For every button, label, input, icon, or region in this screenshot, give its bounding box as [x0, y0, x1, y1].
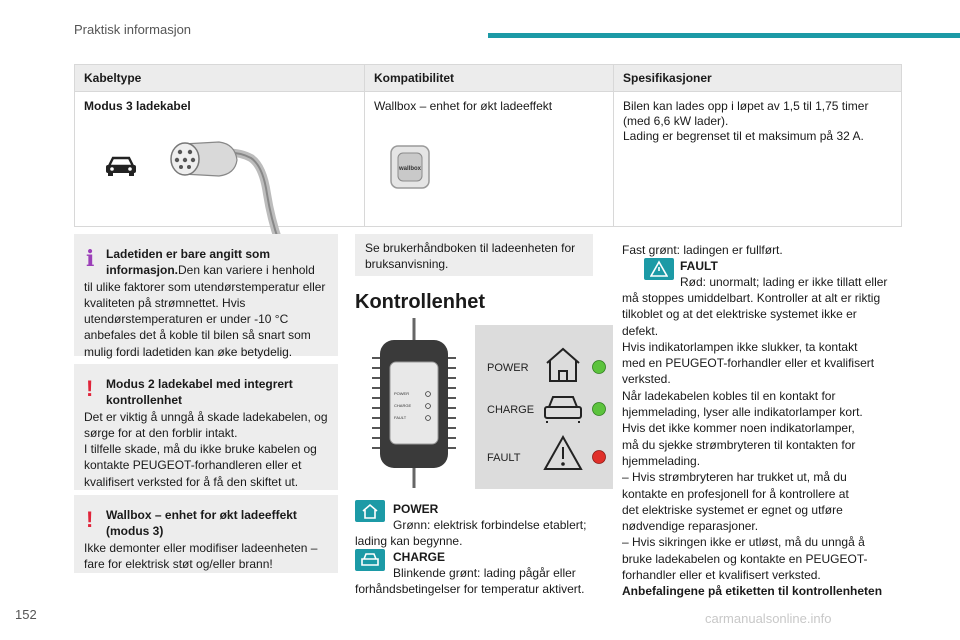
warning-triangle-icon — [545, 437, 581, 469]
car-outline-icon — [360, 551, 380, 569]
control-unit-illustration — [368, 318, 460, 488]
text-line: verksted. — [622, 372, 671, 387]
note-title: (modus 3) — [106, 524, 164, 539]
spec-line: (med 6,6 kW lader). — [623, 114, 729, 128]
note-line: I tilfelle skade, må du ikke bruke kabelen og — [84, 442, 317, 457]
charge-description — [393, 549, 576, 582]
right-column-text — [622, 242, 912, 258]
note-line: bruksanvisning. — [365, 257, 449, 272]
note-line: utendørstemperaturen er under -10 °C — [84, 312, 289, 327]
note-line: Ikke demonter eller modifiser ladeenheten – — [84, 540, 318, 555]
table-header-cell: Kabeltype — [75, 65, 365, 92]
text-line: det elektriske systemet er egnet og utføre — [622, 502, 843, 517]
note-line: mulig fordi ladetiden kan øke betydelig. — [84, 344, 293, 359]
right-column-body — [622, 290, 917, 600]
charge-led — [593, 403, 606, 416]
charge-line: Blinkende grønt: lading pågår eller — [393, 566, 576, 581]
watermark: carmanualsonline.info — [705, 611, 832, 626]
charge-line-wrap: forhåndsbetingelser for temperatur aktivert. — [355, 582, 585, 596]
fault-line: Rød: unormalt; lading er ikke tillatt eller — [680, 275, 888, 290]
cable-spec-table — [74, 64, 902, 227]
manual-reference-note — [355, 234, 593, 276]
header-accent-bar — [488, 33, 960, 38]
info-note-charging-time — [74, 234, 338, 359]
panel-label-power: POWER — [487, 362, 529, 374]
note-title: Modus 2 ladekabel med integrert — [106, 377, 293, 391]
table-header-cell: Kompatibilitet — [365, 65, 614, 92]
note-line: kvaliteten på strømnettet. Hvis — [84, 295, 246, 310]
indicator-panel — [475, 325, 613, 489]
table-cell-cable — [75, 92, 365, 227]
device-label-power: POWER — [394, 391, 410, 396]
text-line: kontakte en profesjonell for å kontrollere at — [622, 486, 849, 501]
text-line: med en PEUGEOT-forhandler eller et kvalifisert — [622, 356, 875, 371]
section-heading: Kontrollenhet — [355, 291, 485, 313]
charging-connector-icon — [163, 134, 283, 244]
text-line: – Hvis strømbryteren har trukket ut, må du — [622, 470, 847, 485]
note-line: kontakte PEUGEOT-forhandleren eller et — [84, 458, 302, 473]
info-icon: i — [86, 246, 95, 272]
fault-label: FAULT — [680, 259, 718, 273]
note-line: kvalifisert verksted for å få den skiftet ut. — [84, 474, 299, 489]
note-line: fare for elektrisk støt og/eller brann! — [84, 556, 273, 571]
panel-label-charge: CHARGE — [487, 404, 535, 416]
warning-note-mode2 — [74, 364, 338, 490]
note-line: anbefales det å koble til bilen så snart som — [84, 328, 311, 343]
note-title: Wallbox – enhet for økt ladeeffekt — [106, 508, 297, 522]
table-row — [75, 92, 902, 227]
text-line: forhandler eller et kvalifisert verksted. — [622, 568, 821, 583]
note-title-bold: informasjon. — [106, 263, 179, 278]
text-line: tilkoblet og at det elektriske systemet ikke er — [622, 307, 857, 322]
car-outline-icon — [545, 397, 581, 423]
wallbox-logo-text: wallbox — [398, 166, 422, 172]
warning-icon: ! — [86, 376, 94, 401]
note-line: sørge for at den forblir intakt. — [84, 425, 238, 440]
compatibility-label: Wallbox – enhet for økt ladeeffekt — [374, 99, 553, 113]
warning-triangle-icon — [650, 260, 668, 278]
page-header-title: Praktisk informasjon — [74, 22, 192, 37]
home-icon — [361, 502, 379, 520]
text-line: bruke ladekabelen og kontakte en PEUGEOT- — [622, 551, 868, 566]
device-label-fault: FAULT — [394, 415, 407, 420]
text-line: nødvendige reparasjoner. — [622, 519, 759, 534]
note-title: kontrollenhet — [106, 393, 183, 408]
power-label: POWER — [393, 502, 439, 516]
note-title: Ladetiden er bare angitt som — [106, 247, 271, 261]
note-line: Se brukerhåndboken til ladeenheten for — [365, 241, 576, 255]
table-cell-spec — [614, 92, 902, 227]
fault-description — [680, 258, 887, 291]
spec-line: Lading er begrenset til et maksimum på 32 A. — [623, 129, 864, 143]
car-icon — [103, 154, 139, 178]
indicator-panel-graphic — [475, 325, 613, 489]
charge-label: CHARGE — [393, 550, 446, 564]
power-badge — [355, 500, 385, 522]
device-label-charge: CHARGE — [394, 403, 412, 408]
fault-led — [593, 451, 606, 464]
text-line: hjemmelading, lyser alle indikatorlamper kort. — [622, 405, 863, 420]
warning-note-wallbox — [74, 495, 338, 573]
power-line-wrap: lading kan begynne. — [355, 534, 463, 548]
table-cell-compatibility — [365, 92, 614, 227]
power-line: Grønn: elektrisk forbindelse etablert; — [393, 518, 587, 533]
home-icon — [547, 349, 579, 381]
note-line: til ulike faktorer som utendørstemperatur eller — [84, 279, 326, 294]
text-line: hjemmelading. — [622, 453, 701, 468]
note-line: Det er viktig å unngå å skade ladekabelen, og — [84, 409, 328, 424]
text-line: Hvis det ikke kommer noen indikatorlamper, — [622, 421, 855, 436]
table-header-row — [75, 65, 902, 92]
note-title-line — [84, 262, 328, 278]
text-line-bold: Anbefalingene på etiketten til kontrollenheten — [622, 584, 883, 599]
power-description — [393, 501, 586, 534]
text-line: må stoppes umiddelbart. Kontroller at alt er riktig — [622, 291, 881, 305]
fault-badge — [644, 258, 674, 280]
wallbox-device-icon — [389, 144, 431, 190]
power-led — [593, 361, 606, 374]
text-line: må du sjekke strømbryteren til kontakten for — [622, 437, 856, 452]
text-line: – Hvis sikringen ikke er utløst, må du unngå å — [622, 535, 865, 550]
note-body-inline: Den kan variere i henhold — [178, 263, 315, 278]
panel-label-fault: FAULT — [487, 452, 521, 464]
text-line: Hvis indikatorlampen ikke slukker, ta kontakt — [622, 339, 858, 354]
spec-line: Bilen kan lades opp i løpet av 1,5 til 1,75 timer — [623, 99, 869, 113]
table-header-cell: Spesifikasjoner — [614, 65, 902, 92]
cable-type-label: Modus 3 ladekabel — [84, 99, 191, 113]
text-line: defekt. — [622, 323, 659, 338]
warning-icon: ! — [86, 507, 94, 532]
text-line: Fast grønt: ladingen er fullført. — [622, 243, 783, 257]
text-line: Når ladekabelen kobles til en kontakt for — [622, 388, 836, 403]
charge-badge — [355, 549, 385, 571]
page-number: 152 — [15, 607, 37, 622]
